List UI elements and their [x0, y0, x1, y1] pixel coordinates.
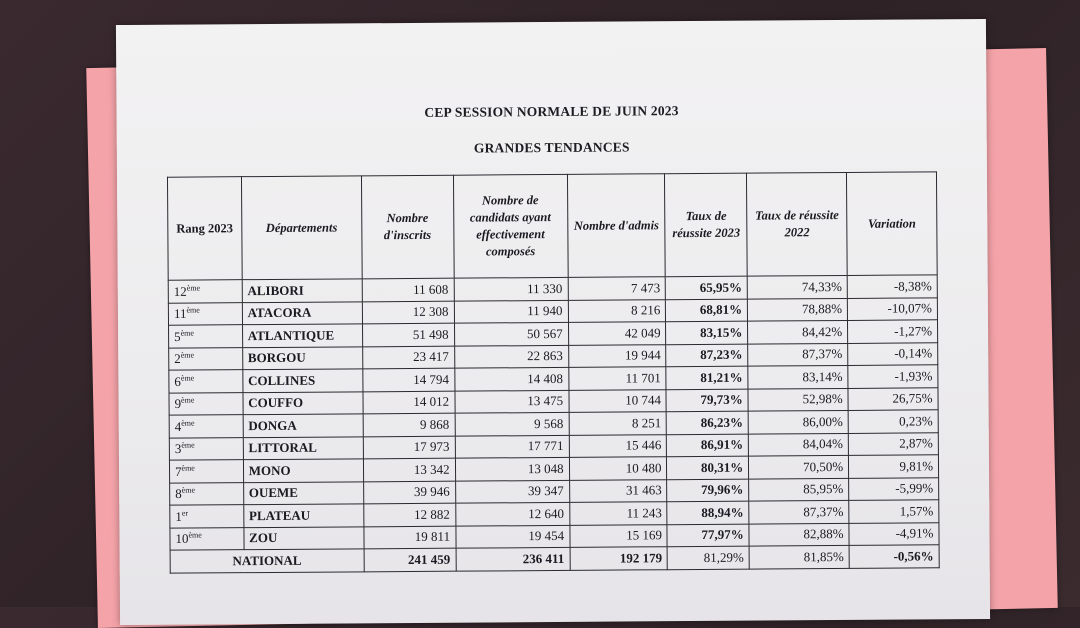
- inscrits-cell: 39 946: [363, 481, 455, 504]
- variation-cell: 9,81%: [849, 455, 939, 478]
- rank-suffix: ème: [181, 463, 195, 473]
- composes-cell: 13 475: [455, 390, 569, 413]
- variation-cell: 26,75%: [848, 387, 938, 410]
- department-cell: ATACORA: [242, 301, 362, 324]
- department-cell: ALIBORI: [242, 279, 362, 302]
- composes-cell: 11 940: [454, 300, 568, 323]
- header-variation: Variation: [847, 172, 938, 276]
- rank-number: 9: [174, 396, 182, 412]
- taux2023-cell: 77,97%: [667, 524, 749, 547]
- taux2023-cell: 80,31%: [667, 456, 749, 479]
- taux2023-cell: 86,23%: [667, 411, 749, 434]
- taux2023-cell: 65,95%: [666, 276, 748, 299]
- variation-cell: -8,38%: [847, 275, 937, 298]
- variation-cell: -10,07%: [847, 297, 937, 320]
- taux2022-cell: 87,37%: [749, 500, 849, 523]
- inscrits-cell: 14 012: [363, 391, 455, 414]
- taux2023-cell: 86,91%: [667, 434, 749, 457]
- taux2022-cell: 78,88%: [748, 298, 848, 321]
- rank-number: 10: [175, 530, 189, 547]
- variation-cell: -0,14%: [848, 342, 938, 365]
- variation-cell: -5,99%: [849, 477, 939, 500]
- inscrits-cell: 12 882: [363, 503, 455, 526]
- taux2022-cell: 74,33%: [747, 275, 847, 298]
- inscrits-cell: 14 794: [363, 368, 455, 391]
- rank-cell: [169, 370, 243, 393]
- admis-cell: 42 049: [568, 322, 666, 345]
- national-composes: 236 411: [456, 547, 570, 570]
- rank-cell: [170, 505, 244, 528]
- inscrits-cell: 12 308: [362, 301, 454, 324]
- header-rang: Rang 2023: [167, 177, 241, 281]
- department-cell: BORGOU: [242, 346, 362, 369]
- admis-cell: 8 251: [569, 412, 667, 435]
- inscrits-cell: 19 811: [364, 526, 456, 549]
- variation-cell: -1,27%: [848, 320, 938, 343]
- taux2022-cell: 87,37%: [748, 343, 848, 366]
- inscrits-cell: 9 868: [363, 413, 455, 436]
- rank-cell: [170, 527, 244, 550]
- header-taux2022: Taux de réussite 2022: [747, 172, 848, 276]
- document-page: [116, 19, 990, 625]
- department-cell: COUFFO: [243, 391, 363, 414]
- department-cell: LITTORAL: [243, 436, 363, 459]
- results-table: [167, 171, 940, 573]
- inscrits-cell: 13 342: [363, 458, 455, 481]
- rank-number: 4: [174, 418, 182, 434]
- admis-cell: 10 480: [569, 457, 667, 480]
- variation-cell: 2,87%: [848, 432, 938, 455]
- department-cell: PLATEAU: [243, 504, 363, 527]
- composes-cell: 39 347: [455, 480, 569, 503]
- header-departements: Départements: [241, 176, 362, 280]
- composes-cell: 17 771: [455, 435, 569, 458]
- department-cell: OUEME: [243, 481, 363, 504]
- rank-cell: [168, 302, 242, 325]
- composes-cell: 9 568: [455, 412, 569, 435]
- national-taux2023: 81,29%: [668, 546, 750, 569]
- inscrits-cell: 51 498: [362, 323, 454, 346]
- rank-suffix: ème: [186, 283, 201, 293]
- admis-cell: 7 473: [568, 277, 666, 300]
- taux2023-cell: 88,94%: [667, 501, 749, 524]
- composes-cell: 14 408: [454, 367, 568, 390]
- admis-cell: 31 463: [569, 479, 667, 502]
- document-title: CEP SESSION NORMALE DE JUIN 2023: [424, 103, 679, 120]
- admis-cell: 8 216: [568, 299, 666, 322]
- rank-number: 5: [174, 328, 181, 344]
- taux2023-cell: 79,73%: [666, 389, 748, 412]
- rank-suffix: ème: [181, 418, 195, 428]
- rank-cell: [169, 392, 243, 415]
- rank-suffix: ème: [181, 485, 196, 495]
- rank-suffix: ème: [181, 395, 195, 405]
- taux2023-cell: 81,21%: [666, 366, 748, 389]
- admis-cell: 15 446: [569, 434, 667, 457]
- rank-cell: [169, 415, 243, 438]
- admis-cell: 10 744: [569, 389, 667, 412]
- rank-suffix: ème: [180, 350, 195, 360]
- taux2022-cell: 84,42%: [748, 320, 848, 343]
- composes-cell: 22 863: [454, 345, 568, 368]
- composes-cell: 50 567: [454, 322, 568, 345]
- header-composes: Nombre de candidats ayant effectivement composés: [453, 174, 568, 278]
- rank-number: 2: [174, 351, 181, 367]
- inscrits-cell: 17 973: [363, 436, 455, 459]
- admis-cell: 15 169: [570, 524, 668, 547]
- composes-cell: 13 048: [455, 457, 569, 480]
- rank-cell: [169, 460, 243, 483]
- composes-cell: 19 454: [455, 525, 569, 548]
- taux2022-cell: 85,95%: [749, 478, 849, 501]
- rank-number: 1: [175, 508, 182, 524]
- national-admis: 192 179: [570, 547, 668, 570]
- composes-cell: 11 330: [454, 277, 568, 300]
- taux2022-cell: 83,14%: [748, 365, 848, 388]
- rank-cell: [169, 347, 243, 370]
- variation-cell: 1,57%: [849, 500, 939, 523]
- inscrits-cell: 11 608: [362, 278, 454, 301]
- header-taux2023: Taux de réussite 2023: [665, 173, 747, 277]
- taux2023-cell: 68,81%: [666, 299, 748, 322]
- table-header-row: [167, 172, 937, 280]
- taux2022-cell: 82,88%: [749, 523, 849, 546]
- admis-cell: 19 944: [568, 344, 666, 367]
- rank-suffix: ème: [186, 305, 200, 315]
- rank-cell: [170, 482, 244, 505]
- rank-number: 8: [175, 486, 182, 502]
- taux2022-cell: 86,00%: [748, 410, 848, 433]
- rank-number: 12: [173, 283, 187, 299]
- taux2023-cell: 83,15%: [666, 321, 748, 344]
- taux2022-cell: 70,50%: [749, 455, 849, 478]
- rank-suffix: ème: [188, 530, 202, 540]
- variation-cell: -4,91%: [849, 522, 939, 545]
- department-cell: ATLANTIQUE: [242, 324, 362, 347]
- rank-number: 6: [174, 373, 181, 389]
- national-total-row: [170, 545, 939, 573]
- taux2023-cell: 87,23%: [666, 344, 748, 367]
- inscrits-cell: 23 417: [362, 346, 454, 369]
- variation-cell: 0,23%: [848, 410, 938, 433]
- national-variation: -0,56%: [849, 545, 939, 568]
- department-cell: MONO: [243, 459, 363, 482]
- rank-suffix: ème: [181, 440, 195, 450]
- rank-suffix: ème: [180, 328, 194, 338]
- national-inscrits: 241 459: [364, 548, 456, 571]
- header-inscrits: Nombre d'inscrits: [361, 175, 454, 279]
- taux2022-cell: 52,98%: [748, 388, 848, 411]
- rank-number: 7: [174, 463, 182, 479]
- admis-cell: 11 243: [569, 502, 667, 525]
- rank-suffix: ème: [180, 373, 195, 383]
- taux2022-cell: 84,04%: [749, 433, 849, 456]
- variation-cell: -1,93%: [848, 365, 938, 388]
- composes-cell: 12 640: [455, 502, 569, 525]
- rank-cell: [169, 325, 243, 348]
- department-cell: COLLINES: [242, 369, 362, 392]
- taux2023-cell: 79,96%: [667, 479, 749, 502]
- header-admis: Nombre d'admis: [567, 174, 666, 278]
- department-cell: DONGA: [243, 414, 363, 437]
- rank-number: 3: [174, 441, 182, 457]
- national-label: NATIONAL: [170, 549, 364, 573]
- document-subtitle: GRANDES TENDANCES: [473, 139, 630, 156]
- admis-cell: 11 701: [568, 367, 666, 390]
- rank-cell: [169, 437, 243, 460]
- department-cell: ZOU: [244, 526, 364, 549]
- rank-number: 11: [173, 305, 187, 322]
- rank-suffix: er: [181, 508, 189, 518]
- national-taux2022: 81,85%: [749, 545, 849, 568]
- rank-cell: [168, 280, 242, 303]
